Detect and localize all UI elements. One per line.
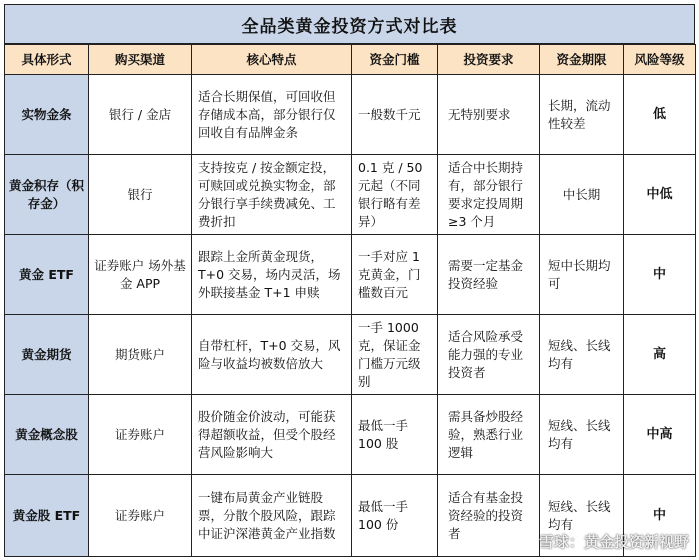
- cell-threshold: 一手 1000 克，保证金门槛万元级别: [352, 315, 438, 395]
- table-row: [5, 155, 696, 235]
- table-title: 全品类黄金投资方式对比表: [4, 4, 695, 44]
- cell-period: 短线、长线均有: [540, 395, 624, 475]
- table-row: [5, 395, 696, 475]
- cell-period: 短线、长线均有: [540, 475, 624, 557]
- cell-feature: 股价随金价波动，可能获得超额收益，但受个股经营风险影响大: [192, 395, 352, 475]
- cell-risk: 低: [624, 75, 696, 155]
- cell-period: 短中长期均可: [540, 235, 624, 315]
- header-requirement: 投资要求: [438, 45, 540, 75]
- cell-channel: 证券账户: [89, 395, 192, 475]
- cell-risk: 高: [624, 315, 696, 395]
- cell-channel: 证券账户 场外基金 APP: [89, 235, 192, 315]
- cell-requirement: 无特别要求: [438, 75, 540, 155]
- header-period: 资金期限: [540, 45, 624, 75]
- table-row: [5, 315, 696, 395]
- cell-form: 黄金期货: [5, 315, 89, 395]
- cell-risk: 中高: [624, 395, 696, 475]
- cell-risk: 中: [624, 475, 696, 557]
- header-channel: 购买渠道: [89, 45, 192, 75]
- snowball-logo-icon: [515, 532, 535, 552]
- cell-threshold: 一般数千元: [352, 75, 438, 155]
- cell-feature: 适合长期保值，可回收但存储成本高，部分银行仅回收自有品牌金条: [192, 75, 352, 155]
- cell-channel: 期货账户: [89, 315, 192, 395]
- cell-requirement: 适合有基金投资经验的投资者: [438, 475, 540, 557]
- header-row: [5, 45, 696, 75]
- cell-feature: 自带杠杆，T+0 交易，风险与收益均被数倍放大: [192, 315, 352, 395]
- header-threshold: 资金门槛: [352, 45, 438, 75]
- header-feature: 核心特点: [192, 45, 352, 75]
- table-row: [5, 235, 696, 315]
- cell-risk: 中: [624, 235, 696, 315]
- cell-period: 长期，流动性较差: [540, 75, 624, 155]
- cell-channel: 证券账户: [89, 475, 192, 557]
- cell-requirement: 适合中长期持有，部分银行要求定投周期≥3 个月: [438, 155, 540, 235]
- header-risk: 风险等级: [624, 45, 696, 75]
- cell-form: 黄金股 ETF: [5, 475, 89, 557]
- cell-period: 中长期: [540, 155, 624, 235]
- cell-feature: 支持按克 / 按金额定投，可赎回或兑换实物金，部分银行享手续费减免、工费折扣: [192, 155, 352, 235]
- cell-threshold: 一手对应 1 克黄金，门槛数百元: [352, 235, 438, 315]
- cell-period: 短线、长线均有: [540, 315, 624, 395]
- cell-feature: 跟踪上金所黄金现货，T+0 交易，场内灵活，场外联接基金 T+1 申赎: [192, 235, 352, 315]
- cell-feature: 一键布局黄金产业链股票，分散个股风险，跟踪中证沪深港黄金产业指数: [192, 475, 352, 557]
- cell-form: 黄金积存（积存金）: [5, 155, 89, 235]
- cell-risk: 中低: [624, 155, 696, 235]
- cell-requirement: 适合风险承受能力强的专业投资者: [438, 315, 540, 395]
- cell-threshold: 最低一手 100 股: [352, 395, 438, 475]
- cell-requirement: 需要一定基金投资经验: [438, 235, 540, 315]
- cell-channel: 银行 / 金店: [89, 75, 192, 155]
- watermark: [515, 531, 689, 552]
- cell-threshold: 最低一手 100 份: [352, 475, 438, 557]
- watermark-text: 雪球：黄金投资新视野: [538, 533, 689, 551]
- cell-requirement: 需具备炒股经验，熟悉行业逻辑: [438, 395, 540, 475]
- cell-form: 黄金概念股: [5, 395, 89, 475]
- header-form: 具体形式: [5, 45, 89, 75]
- cell-threshold: 0.1 克 / 50 元起（不同银行略有差异）: [352, 155, 438, 235]
- cell-form: 实物金条: [5, 75, 89, 155]
- comparison-table: [4, 44, 696, 557]
- cell-form: 黄金 ETF: [5, 235, 89, 315]
- table-row: [5, 75, 696, 155]
- cell-channel: 银行: [89, 155, 192, 235]
